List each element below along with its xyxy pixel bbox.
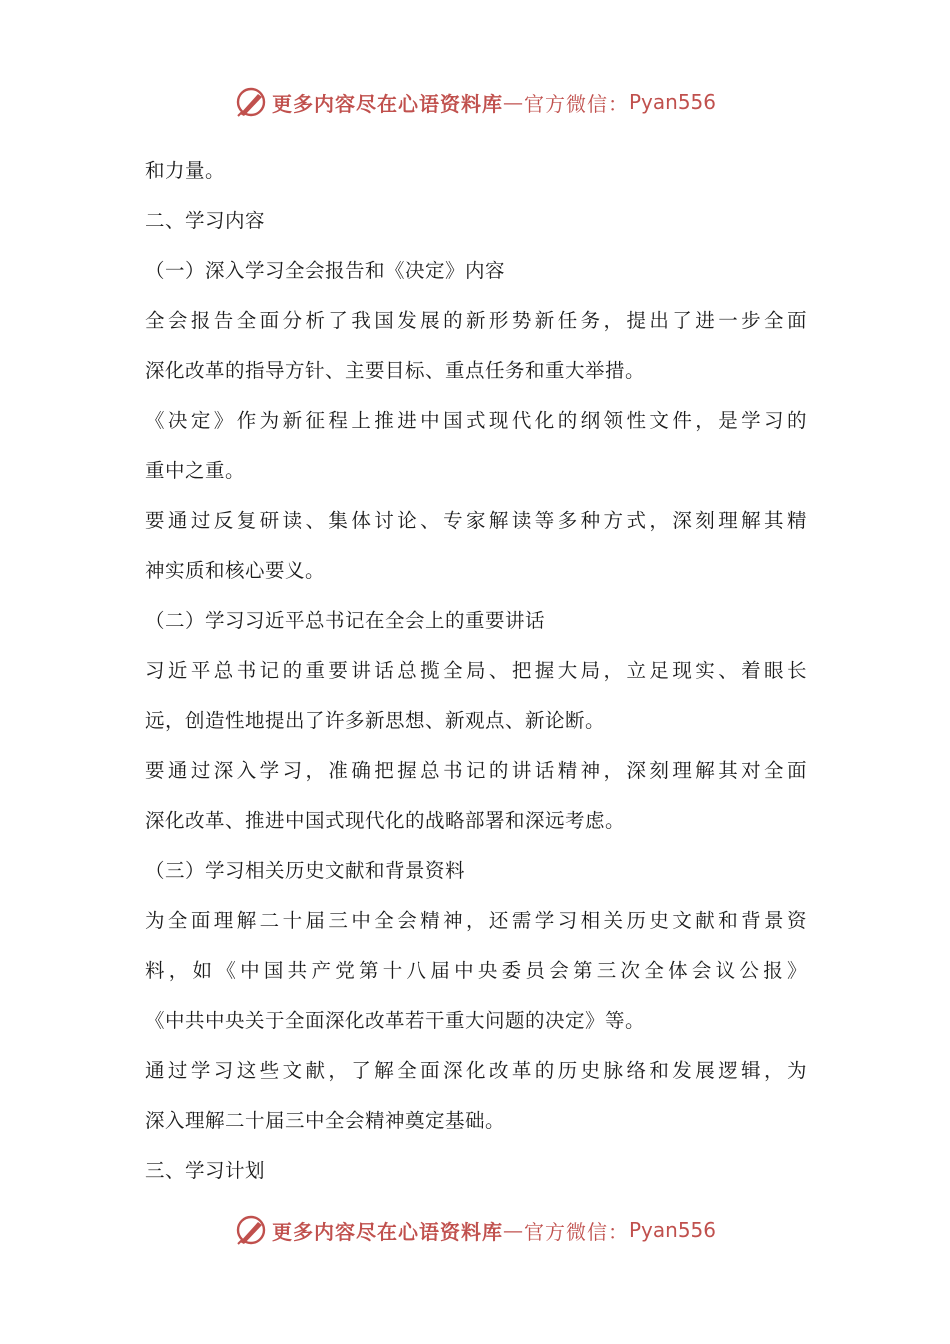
text-line: 料，如《中国共产党第十八届中央委员会第三次全体会议公报》	[145, 959, 807, 982]
header-site-name: 更多内容尽在心语资料库	[271, 91, 503, 116]
text-line: 重中之重。	[145, 459, 246, 482]
text-line: 远，创造性地提出了许多新思想、新观点、新论断。	[145, 709, 606, 732]
footer-banner	[0, 1210, 950, 1250]
text-line: 神实质和核心要义。	[145, 559, 326, 582]
text-line: 深入理解二十届三中全会精神奠定基础。	[145, 1109, 506, 1132]
header-dash: —	[502, 90, 524, 114]
pen-logo-icon	[234, 1213, 268, 1247]
footer-wechat-id: Pyan556	[628, 1218, 716, 1242]
footer-dash: —	[502, 1218, 524, 1242]
text-line: 全会报告全面分析了我国发展的新形势新任务，提出了进一步全面	[145, 309, 807, 332]
text-line: 为全面理解二十届三中全会精神，还需学习相关历史文献和背景资	[145, 909, 807, 932]
footer-site-name: 更多内容尽在心语资料库	[271, 1219, 503, 1244]
subsection-heading: （二）学习习近平总书记在全会上的重要讲话	[145, 609, 546, 632]
footer-wechat-label: 官方微信：	[523, 1219, 629, 1244]
text-line: 通过学习这些文献，了解全面深化改革的历史脉络和发展逻辑，为	[145, 1059, 807, 1082]
header-wechat-id: Pyan556	[628, 90, 716, 114]
header-banner	[0, 82, 950, 122]
document-body	[145, 146, 807, 1196]
subsection-heading: （一）深入学习全会报告和《决定》内容	[145, 259, 506, 282]
section-heading: 二、学习内容	[145, 209, 266, 232]
text-line: 《决定》作为新征程上推进中国式现代化的纲领性文件，是学习的	[145, 409, 807, 432]
text-line: 《中共中央关于全面深化改革若干重大问题的决定》等。	[145, 1009, 646, 1032]
text-line: 习近平总书记的重要讲话总揽全局、把握大局，立足现实、着眼长	[145, 659, 807, 682]
subsection-heading: （三）学习相关历史文献和背景资料	[145, 859, 466, 882]
header-wechat-label: 官方微信：	[523, 91, 629, 116]
pen-logo-icon	[234, 85, 268, 119]
text-line: 要通过反复研读、集体讨论、专家解读等多种方式，深刻理解其精	[145, 509, 807, 532]
text-line: 和力量。	[145, 159, 226, 182]
section-heading: 三、学习计划	[145, 1159, 266, 1182]
text-line: 要通过深入学习，准确把握总书记的讲话精神，深刻理解其对全面	[145, 759, 807, 782]
text-line: 深化改革、推进中国式现代化的战略部署和深远考虑。	[145, 809, 626, 832]
text-line: 深化改革的指导方针、主要目标、重点任务和重大举措。	[145, 359, 646, 382]
